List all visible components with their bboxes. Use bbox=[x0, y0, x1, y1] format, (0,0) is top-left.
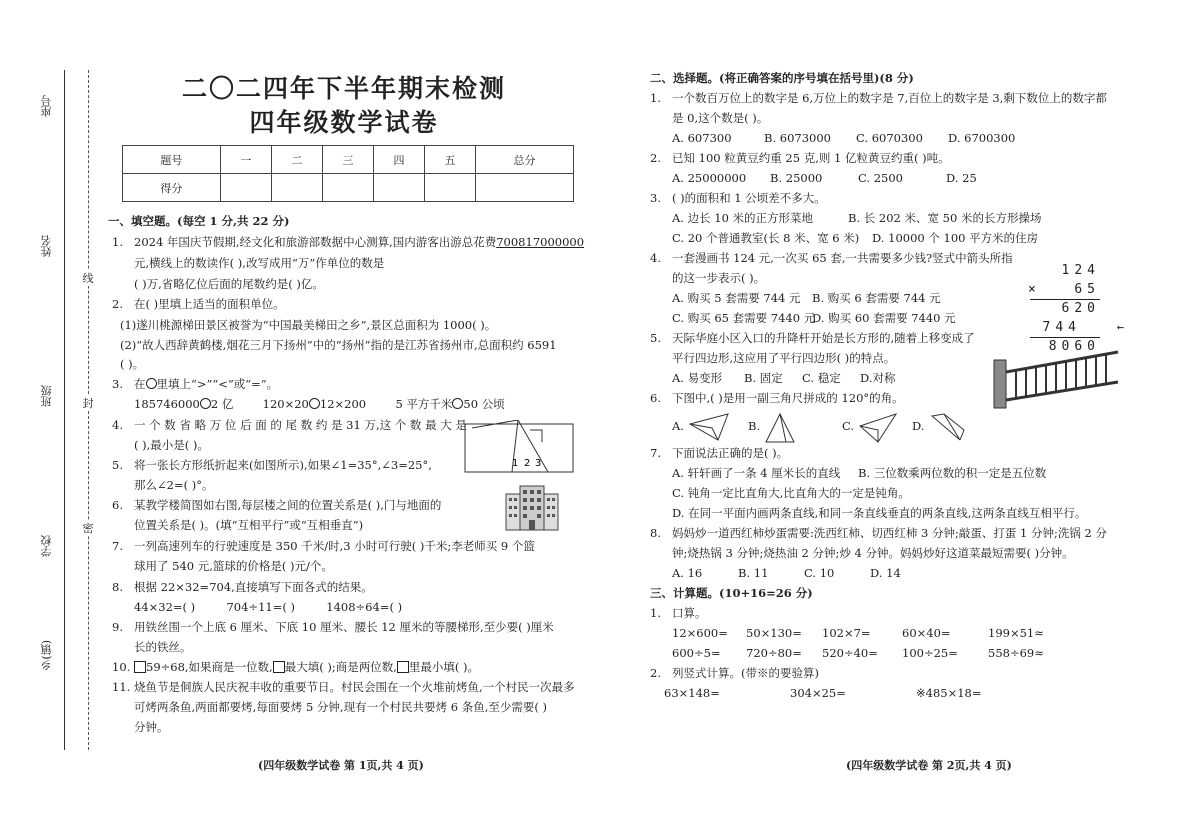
option[interactable]: D. 25 bbox=[946, 171, 977, 185]
option[interactable]: B. 11 bbox=[738, 566, 769, 580]
choice-q8-options bbox=[672, 565, 901, 581]
page-2-footer: (四年级数学试卷 第 2页,共 4 页) bbox=[846, 759, 1012, 772]
triangle-set-a-icon bbox=[688, 412, 732, 442]
option[interactable]: C. 20 个普通教室(长 8 米、宽 6 米) bbox=[672, 231, 860, 245]
triangle-set-b-icon bbox=[764, 412, 800, 444]
choice-q7-options-1 bbox=[672, 465, 1046, 481]
fill-q10: 10. 59÷68,如果商是一位数, 最大填( );商是两位数, 里最小填( )。 bbox=[112, 660, 480, 674]
vertical-multiplication bbox=[1022, 262, 1124, 357]
option[interactable]: C. 6070300 bbox=[856, 131, 923, 145]
choice-q2-options bbox=[672, 170, 977, 186]
fill-q7-line2: 球用了 540 元,篮球的价格是( )元/个。 bbox=[134, 559, 333, 573]
fill-q5: 5. 将一张长方形纸折起来(如图所示),如果∠1=35°,∠3=25°, bbox=[112, 458, 432, 472]
option[interactable]: B. 三位数乘两位数的积一定是五位数 bbox=[858, 466, 1047, 480]
score-input-cell[interactable] bbox=[220, 174, 271, 202]
option[interactable]: B. 25000 bbox=[770, 171, 823, 185]
fill-q2-part2-blank: ( )。 bbox=[120, 357, 145, 371]
fill-q4: 4. 一 个 数 省 略 万 位 后 面 的 尾 数 约 是 31 万,这 个 数 最 大 是 bbox=[112, 418, 467, 432]
digit-box-icon[interactable] bbox=[273, 661, 285, 673]
page-1-footer: (四年级数学试卷 第 1页,共 4 页) bbox=[258, 759, 424, 772]
score-input-cell[interactable] bbox=[476, 174, 574, 202]
score-input-cell[interactable] bbox=[373, 174, 424, 202]
choice-q2: 2. 已知 100 粒黄豆约重 25 克,则 1 亿粒黄豆约重( )吨。 bbox=[650, 151, 950, 165]
option[interactable]: D. 6700300 bbox=[948, 131, 1016, 145]
school-field[interactable]: 学校 bbox=[40, 535, 53, 557]
multiply-sign: × bbox=[1028, 281, 1041, 297]
fill-q6: 6. 某教学楼简图如右图,每层楼之间的位置关系是( ),门与地面的 bbox=[112, 498, 442, 512]
oral-item: 199×51≈ bbox=[988, 626, 1044, 640]
seal-label-secret: 密 bbox=[80, 520, 96, 536]
compare-circle-icon[interactable] bbox=[309, 398, 320, 409]
seal-label-line: 线 bbox=[80, 270, 96, 286]
fill-q1-line2: 元,横线上的数读作( ),改写成用“万”作单位的数是 bbox=[134, 256, 385, 270]
choice-q4-options-2 bbox=[672, 310, 956, 326]
choice-q3: 3. ( )的面积和 1 公顷差不多大。 bbox=[650, 191, 826, 205]
score-cell: 题号 bbox=[123, 146, 221, 174]
option[interactable]: A. 607300 bbox=[672, 131, 732, 145]
column-item: 63×148= bbox=[664, 686, 720, 700]
fill-q11-line3: 分钟。 bbox=[134, 720, 169, 734]
score-cell: 二 bbox=[271, 146, 322, 174]
fill-q1: 1. 2024 年国庆节假期,经文化和旅游部数据中心测算,国内游客出游总花费700817000000 bbox=[112, 235, 585, 249]
calc-partial-1: 620 bbox=[1061, 301, 1100, 316]
arrow-left-icon: ← bbox=[1116, 320, 1124, 334]
choice-q8-line2: 钟;烧热锅 3 分钟;烧热油 2 分钟;炒 4 分钟。妈妈炒好这道菜最短需要( )分钟。 bbox=[672, 546, 1074, 560]
calc-q1: 1. 口算。 bbox=[650, 606, 707, 620]
binding-strip bbox=[0, 0, 100, 831]
score-table bbox=[122, 145, 574, 202]
score-input-cell[interactable] bbox=[322, 174, 373, 202]
fill-q5-line2: 那么∠2=( )°。 bbox=[134, 478, 214, 492]
score-cell: 五 bbox=[425, 146, 476, 174]
option[interactable]: C. bbox=[842, 419, 855, 433]
seat-number-field[interactable]: 座号 bbox=[40, 95, 53, 117]
choice-q3-options-1 bbox=[672, 210, 1041, 226]
score-cell: 四 bbox=[373, 146, 424, 174]
fill-q2: 2. 在( )里填上适当的面积单位。 bbox=[112, 297, 285, 311]
option[interactable]: B. 6073000 bbox=[764, 131, 831, 145]
option[interactable]: D.对称 bbox=[860, 371, 896, 385]
angle-label: 2 bbox=[524, 458, 531, 469]
choice-q5: 5. 天际华庭小区入口的升降杆开始是长方形的,随着上移变成了 bbox=[650, 331, 975, 345]
digit-box-icon[interactable] bbox=[397, 661, 409, 673]
option[interactable]: D. 10000 个 100 平方米的住房 bbox=[872, 231, 1039, 245]
option[interactable]: D. 14 bbox=[870, 566, 901, 580]
fill-q9-line2: 长的铁丝。 bbox=[134, 640, 192, 654]
exam-subtitle: 四年级数学试卷 bbox=[249, 108, 439, 137]
compare-circle-icon[interactable] bbox=[452, 398, 463, 409]
page-1 bbox=[108, 0, 585, 831]
choice-q4: 4. 一套漫画书 124 元,一次买 65 套,一共需要多少钱?竖式中箭头所指 bbox=[650, 251, 1013, 265]
town-field[interactable]: 乡(镇) bbox=[40, 640, 53, 671]
choice-q1-line2: 是 0,这个数是( )。 bbox=[672, 111, 769, 125]
option[interactable]: A. bbox=[672, 419, 684, 433]
fill-q11-line2: 可烤两条鱼,两面都要烤,每面要烤 5 分钟,现有一个村民共要烤 6 条鱼,至少需要( ) bbox=[134, 700, 548, 714]
oral-calc-row-1 bbox=[672, 625, 1044, 641]
score-cell: 一 bbox=[220, 146, 271, 174]
score-input-cell[interactable] bbox=[425, 174, 476, 202]
column-item: 304×25= bbox=[790, 686, 846, 700]
choice-q7: 7. 下面说法正确的是( )。 bbox=[650, 446, 789, 460]
option[interactable]: A. 购买 5 套需要 744 元 bbox=[672, 291, 801, 305]
exam-title: 二〇二四年下半年期末检测 bbox=[181, 74, 506, 103]
score-value-row bbox=[123, 174, 574, 202]
option[interactable]: D. 购买 60 套需要 7440 元 bbox=[812, 311, 956, 325]
option[interactable]: A. 16 bbox=[672, 566, 703, 580]
choice-q8: 8. 妈妈炒一道西红柿炒蛋需要:洗西红柿、切西红柿 3 分钟;敲蛋、打蛋 1 分钟;洗锅 2 分 bbox=[650, 526, 1108, 540]
column-item: ※485×18= bbox=[916, 686, 982, 700]
fill-q9: 9. 用铁丝围一个上底 6 厘米、下底 10 厘米、腰长 12 厘米的等腰梯形,至少要( )厘米 bbox=[112, 620, 554, 634]
fill-q4-line2: ( ),最小是( )。 bbox=[134, 438, 209, 452]
score-cell: 得分 bbox=[123, 174, 221, 202]
choice-q3-options-2 bbox=[672, 230, 1038, 246]
oral-item: 600÷5= bbox=[672, 646, 721, 660]
option[interactable]: C. 10 bbox=[804, 566, 835, 580]
choice-q5-options bbox=[672, 370, 895, 386]
column-calc-items bbox=[664, 685, 982, 701]
score-cell: 三 bbox=[322, 146, 373, 174]
oral-item: 558÷69≈ bbox=[988, 646, 1044, 660]
choice-q7-option-d[interactable]: D. 在同一平面内画两条直线,和同一条直线垂直的两条直线,这两条直线互相平行。 bbox=[672, 506, 1087, 520]
option[interactable]: A. 边长 10 米的正方形菜地 bbox=[672, 211, 814, 225]
option[interactable]: D. bbox=[912, 419, 925, 433]
compare-circle-icon[interactable] bbox=[200, 398, 211, 409]
lifting-barrier-figure bbox=[992, 350, 1120, 410]
option[interactable]: A. 易变形 bbox=[672, 371, 723, 385]
calc-multiplier: 65 bbox=[1074, 281, 1100, 297]
score-header-row bbox=[123, 146, 574, 174]
option[interactable]: B. 购买 6 套需要 744 元 bbox=[812, 291, 941, 305]
folded-paper-figure bbox=[464, 420, 576, 476]
fill-q8-items: 44×32=( ) 704÷11=( ) 1408÷64=( ) bbox=[134, 600, 403, 614]
angle-label: 3 bbox=[535, 458, 542, 469]
option[interactable]: A. 25000000 bbox=[672, 171, 747, 185]
calc-q2: 2. 列竖式计算。(带※的要验算) bbox=[650, 666, 819, 680]
fill-q8: 8. 根据 22×32=704,直接填写下面各式的结果。 bbox=[112, 580, 373, 594]
class-field[interactable]: 班级 bbox=[40, 385, 53, 407]
fill-q6-line2: 位置关系是( )。(填“互相平行”或“互相垂直”) bbox=[134, 518, 364, 532]
choice-q5-line2: 平行四边形,这应用了平行四边形( )的特点。 bbox=[672, 351, 896, 365]
choice-q4-line2: 的这一步表示( )。 bbox=[672, 271, 766, 285]
seal-label-seal: 封 bbox=[80, 395, 96, 411]
option[interactable]: B. 固定 bbox=[744, 371, 783, 385]
triangle-set-d-icon bbox=[930, 412, 966, 444]
oral-calc-row-2 bbox=[672, 645, 1044, 661]
section-3-heading: 三、计算题。(10+16=26 分) bbox=[650, 586, 813, 600]
oral-item: 50×130= bbox=[746, 626, 802, 640]
calc-product: 8060 bbox=[1048, 339, 1100, 354]
fill-q11: 11. 烧鱼节是侗族人民庆祝丰收的重要节日。村民会围在一个火堆前烤鱼,一个村民一次最多 bbox=[112, 680, 575, 694]
choice-q1-options bbox=[672, 130, 1015, 146]
digit-box-icon[interactable] bbox=[134, 661, 146, 673]
fill-q7: 7. 一列高速列车的行驶速度是 350 千米/时,3 小时可行驶( )千米;李老师买 9 个篮 bbox=[112, 539, 535, 553]
option[interactable]: B. bbox=[748, 419, 761, 433]
oral-item: 12×600= bbox=[672, 626, 728, 640]
oral-item: 720÷80= bbox=[746, 646, 802, 660]
compare-circle-icon bbox=[146, 378, 157, 389]
choice-q7-option-c[interactable]: C. 钝角一定比直角大,比直角大的一定是钝角。 bbox=[672, 486, 910, 500]
oral-item: 100÷25= bbox=[902, 646, 958, 660]
score-cell: 总分 bbox=[476, 146, 574, 174]
triangle-set-c-icon bbox=[858, 412, 898, 444]
page-2 bbox=[640, 0, 1140, 831]
option[interactable]: A. 轩轩画了一条 4 厘米长的直线 bbox=[672, 466, 841, 480]
option[interactable]: C. 2500 bbox=[858, 171, 903, 185]
fill-q2-part2: (2)“故人西辞黄鹤楼,烟花三月下扬州”中的“扬州”指的是江苏省扬州市,总面积约 6591 bbox=[120, 338, 557, 352]
name-field[interactable]: 姓名 bbox=[40, 235, 53, 257]
section-1-heading: 一、填空题。(每空 1 分,共 22 分) bbox=[108, 214, 290, 228]
oral-item: 520÷40= bbox=[822, 646, 878, 660]
fill-q1-line3: ( )万,省略亿位后面的尾数约是( )亿。 bbox=[134, 277, 324, 291]
oral-item: 60×40= bbox=[902, 626, 951, 640]
binding-line bbox=[64, 70, 65, 750]
fill-q3-items: 185746000 2 亿 120×20 12×200 5 平方千米 50 公顷 bbox=[134, 397, 505, 411]
calc-multiplicand: 124 bbox=[1061, 263, 1100, 278]
choice-q6: 6. 下图中,( )是用一副三角尺拼成的 120°的角。 bbox=[650, 391, 904, 405]
oral-item: 102×7= bbox=[822, 626, 871, 640]
section-2-heading: 二、选择题。(将正确答案的序号填在括号里)(8 分) bbox=[650, 71, 914, 85]
choice-q1: 1. 一个数百万位上的数字是 6,万位上的数字是 7,百位上的数字是 3,剩下数位上的数字都 bbox=[650, 91, 1107, 105]
angle-label: 1 bbox=[512, 458, 519, 469]
score-input-cell[interactable] bbox=[271, 174, 322, 202]
fill-q3: 3. 在 里填上“>”“<”或“=”。 bbox=[112, 377, 279, 391]
option[interactable]: C. 稳定 bbox=[802, 371, 841, 385]
calc-partial-2: 744 bbox=[1042, 319, 1081, 335]
option[interactable]: B. 长 202 米、宽 50 米的长方形操场 bbox=[848, 211, 1042, 225]
option[interactable]: C. 购买 65 套需要 7440 元 bbox=[672, 311, 816, 325]
school-building-figure bbox=[504, 484, 560, 532]
fill-q2-part1: (1)遂川桃源梯田景区被誉为“中国最美梯田之乡”,景区总面积为 1000( )。 bbox=[120, 318, 497, 332]
choice-q4-options-1 bbox=[672, 290, 941, 306]
